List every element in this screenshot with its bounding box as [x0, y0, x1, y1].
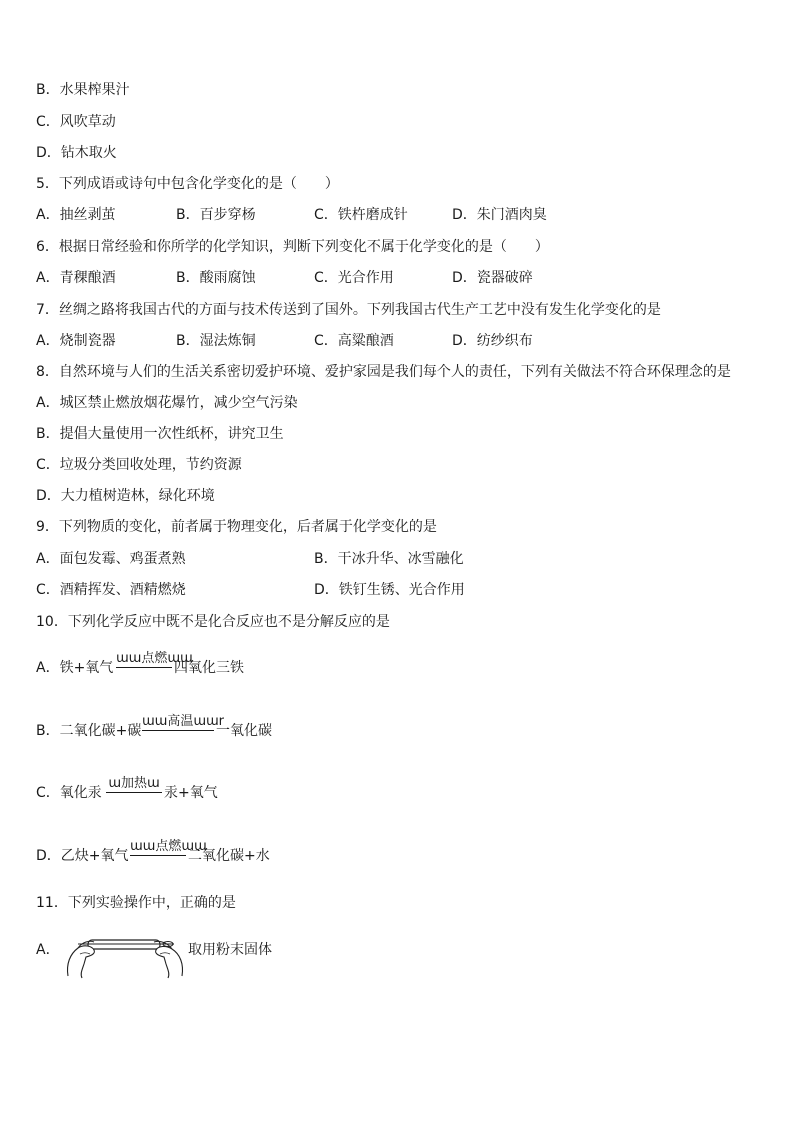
- q4-option-b: B．水果榨果汁: [36, 82, 130, 98]
- q5-option-c: C．铁杵磨成针: [314, 207, 408, 223]
- q8-option-b: B．提倡大量使用一次性纸杯，讲究卫生: [36, 426, 284, 442]
- reaction-arrow-label: ɯɯ点燃ɯɯ: [130, 839, 207, 854]
- q11-option-a: [36, 924, 436, 984]
- q5-stem: 5．下列成语或诗句中包含化学变化的是（ ）: [36, 176, 339, 192]
- reaction-arrow-label: ɯ加热ɯ: [108, 776, 160, 791]
- products: 汞+氧气: [164, 785, 218, 801]
- reactants: D．乙炔+氧气: [36, 848, 129, 864]
- q7-option-b: B．湿法炼铜: [176, 333, 256, 349]
- q9-option-d: D．铁钉生锈、光合作用: [314, 582, 465, 598]
- q4-option-c: C．风吹草动: [36, 114, 116, 130]
- q7-stem: 7．丝绸之路将我国古代的方面与技术传送到了国外。下列我国古代生产工艺中没有发生化学变化的是: [36, 302, 661, 318]
- reactants: A．铁+氧气: [36, 660, 114, 676]
- q9-option-b: B．干冰升华、冰雪融化: [314, 551, 464, 567]
- q6-option-c: C．光合作用: [314, 270, 394, 286]
- reactants: C．氧化汞: [36, 785, 102, 801]
- products: 二氧化碳+水: [188, 848, 270, 864]
- q9-option-a: A．面包发霉、鸡蛋煮熟: [36, 551, 186, 567]
- q10-option-c: [36, 763, 436, 803]
- reaction-arrow-label: ɯɯ高温ɯɯr: [142, 714, 224, 729]
- q10-option-a: [36, 638, 436, 678]
- q6-option-d: D．瓷器破碎: [452, 270, 533, 286]
- q5-option-a: A．抽丝剥茧: [36, 207, 116, 223]
- q7-option-c: C．高粱酿酒: [314, 333, 394, 349]
- option-caption: 取用粉末固体: [188, 942, 272, 958]
- test-tube-hands-illustration: [64, 924, 186, 980]
- q4-option-d: D．钻木取火: [36, 145, 117, 161]
- q8-option-c: C．垃圾分类回收处理，节约资源: [36, 457, 242, 473]
- q9-option-c: C．酒精挥发、酒精燃烧: [36, 582, 186, 598]
- q10-option-b: [36, 701, 436, 741]
- reaction-arrow-line: [106, 792, 162, 793]
- q5-option-b: B．百步穿杨: [176, 207, 256, 223]
- q10-stem: 10．下列化学反应中既不是化合反应也不是分解反应的是: [36, 614, 390, 630]
- reaction-arrow-label: ɯɯ点燃ɯɯ: [116, 651, 193, 666]
- q7-option-d: D．纺纱织布: [452, 333, 533, 349]
- reaction-arrow-line: [142, 730, 214, 731]
- reaction-arrow-line: [116, 667, 172, 668]
- q6-stem: 6．根据日常经验和你所学的化学知识，判断下列变化不属于化学变化的是（ ）: [36, 239, 549, 255]
- q8-option-d: D．大力植树造林，绿化环境: [36, 488, 215, 504]
- reaction-arrow-line: [130, 855, 186, 856]
- q11-stem: 11．下列实验操作中，正确的是: [36, 895, 236, 911]
- q6-option-a: A．青稞酿酒: [36, 270, 116, 286]
- q8-stem: 8．自然环境与人们的生活关系密切爱护环境、爱护家园是我们每个人的责任，下列有关做法不符合环保理念的是: [36, 364, 731, 380]
- q7-option-a: A．烧制瓷器: [36, 333, 116, 349]
- q5-option-d: D．朱门酒肉臭: [452, 207, 547, 223]
- q9-stem: 9．下列物质的变化，前者属于物理变化，后者属于化学变化的是: [36, 519, 437, 535]
- reactants: B．二氧化碳+碳: [36, 723, 142, 739]
- q6-option-b: B．酸雨腐蚀: [176, 270, 256, 286]
- option-letter: A．: [36, 942, 60, 958]
- products: 一氧化碳: [216, 723, 272, 739]
- q8-option-a: A．城区禁止燃放烟花爆竹，减少空气污染: [36, 395, 298, 411]
- products: 四氧化三铁: [174, 660, 244, 676]
- q10-option-d: [36, 826, 436, 866]
